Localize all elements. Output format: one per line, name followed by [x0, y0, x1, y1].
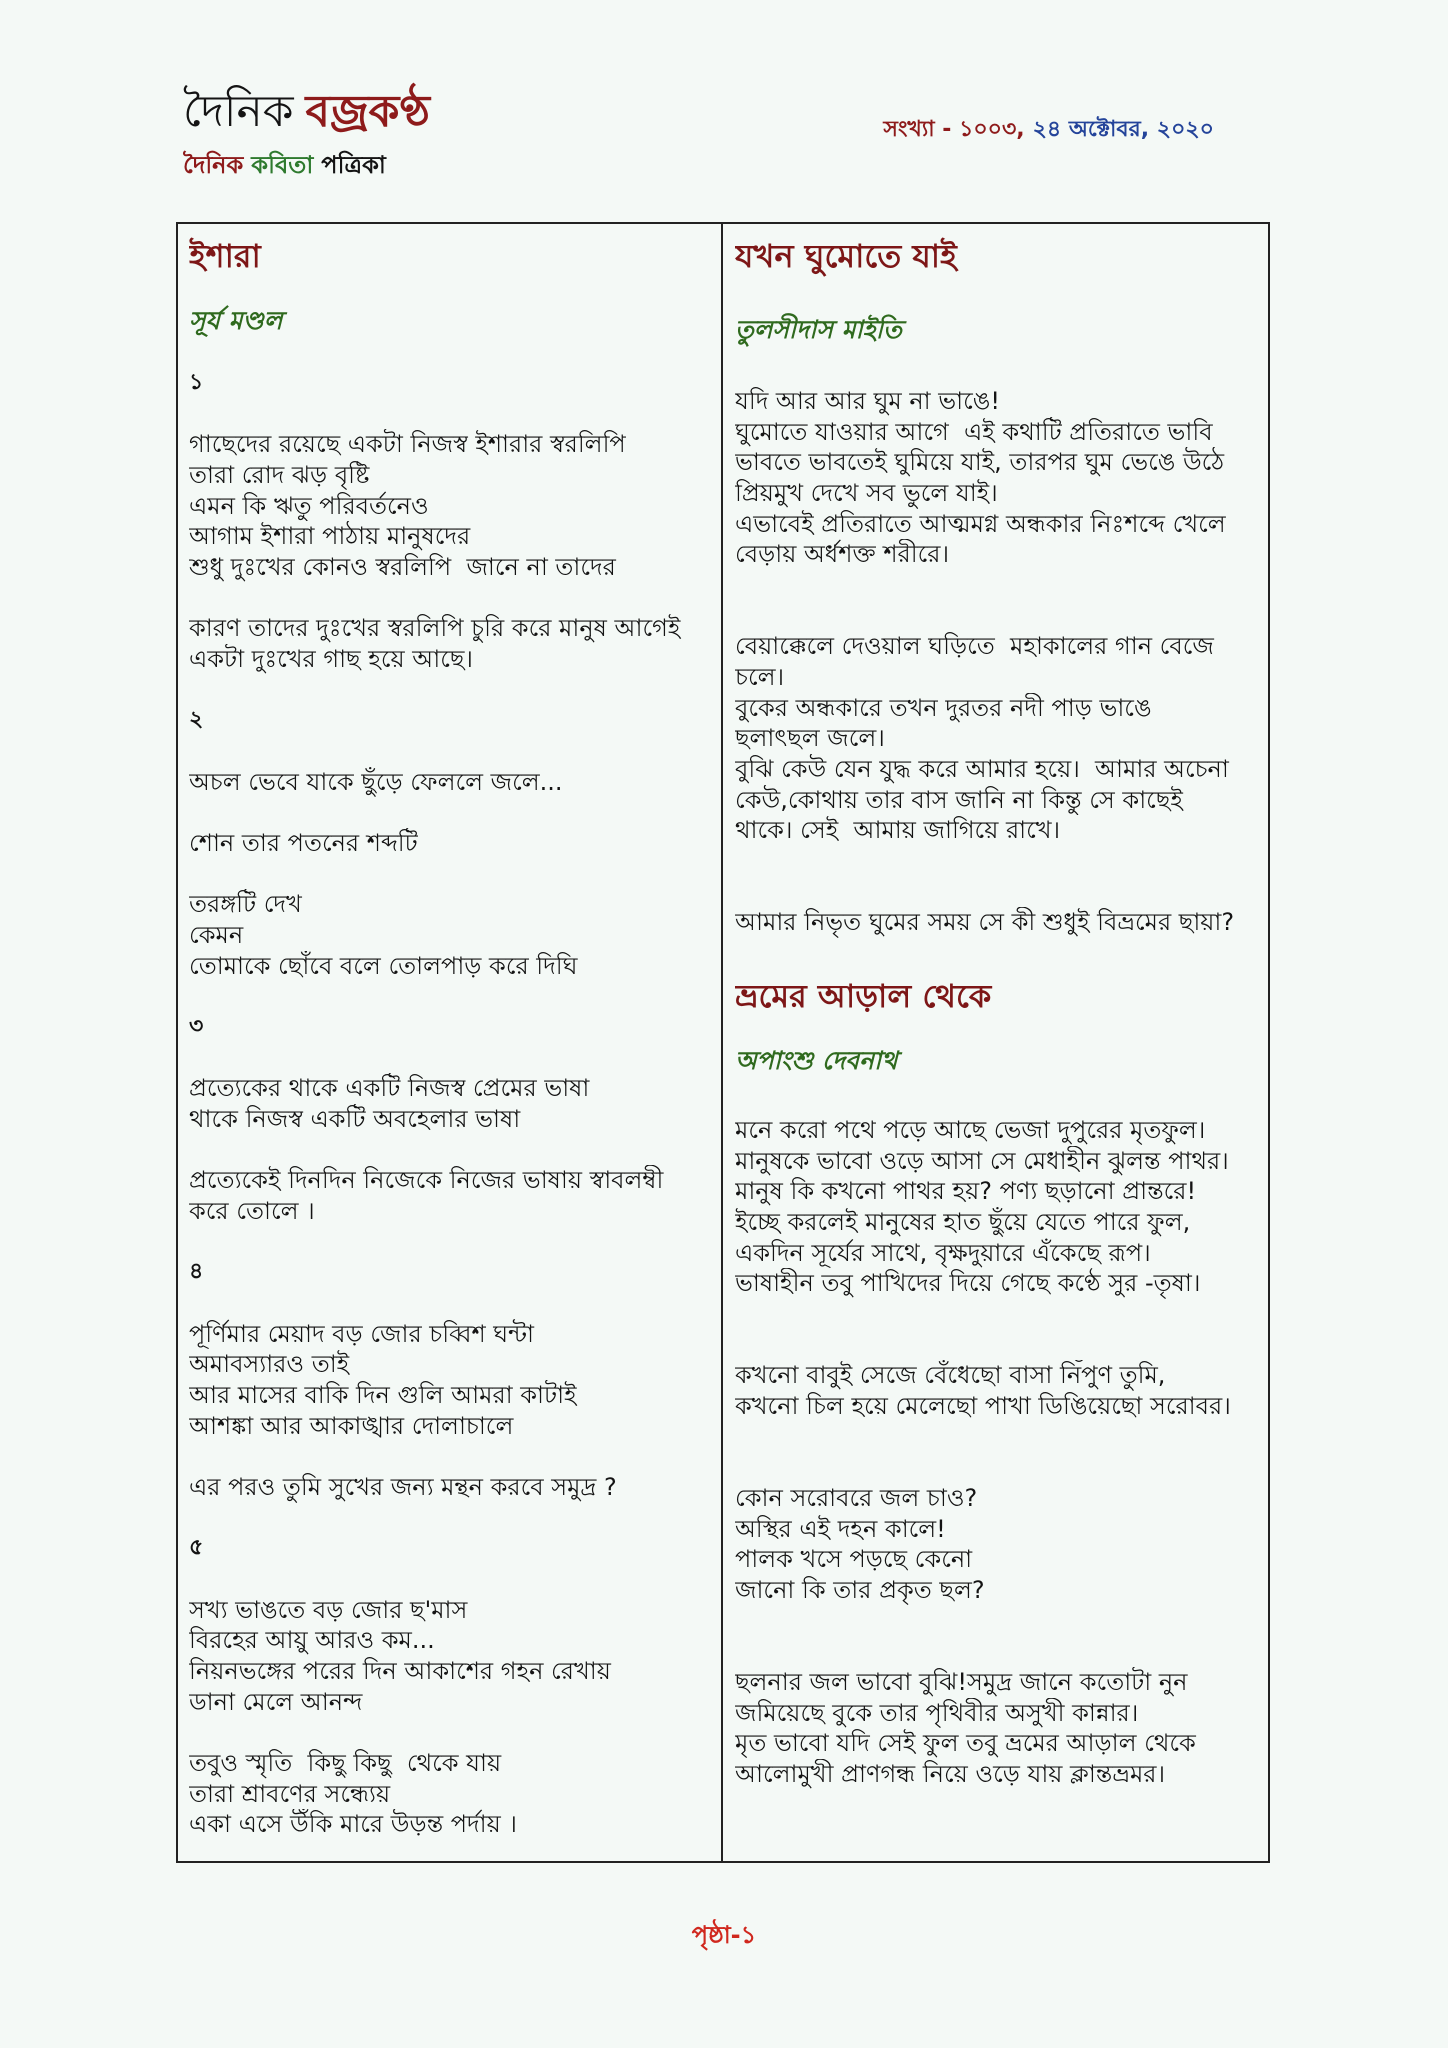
poem-line: অস্থির এই দহন কালে!	[735, 1514, 946, 1543]
poem-line: তারা রোদ ঝড় বৃষ্টি	[189, 461, 370, 489]
poem-line: নিয়নভঙ্গের পরের দিন আকাশের গহন রেখায়	[189, 1657, 611, 1685]
stanza	[189, 1595, 713, 1718]
poem-line: আগাম ইশারা পাঠায় মানুষদের	[189, 522, 471, 551]
poem-line: বেয়াক্কেলে দেওয়াল ঘড়িতে মহাকালের গান বেজে	[735, 632, 1214, 661]
poem-line: পূর্ণিমার মেয়াদ বড় জোর চব্বিশ ঘন্টা	[189, 1319, 534, 1348]
poem-author: তুলসীদাস মাইতি	[735, 315, 902, 344]
stanza	[189, 889, 713, 981]
poem-line: তারা শ্রাবণের সন্ধ্যেয়	[189, 1779, 391, 1808]
tagline-daily: দৈনিক	[183, 151, 244, 179]
poem-line: একটা দুঃখের গাছ হয়ে আছে।	[189, 645, 473, 674]
poem-line: একা এসে উঁকি মারে উড়ন্ত পর্দায় ।	[189, 1810, 517, 1839]
poem-line: কারণ তাদের দুঃখের স্বরলিপি চুরি করে মানুষ আগেই	[189, 614, 681, 643]
stanza	[189, 1165, 713, 1226]
poem-line: মানুষকে ভাবো ওড়ে আসা সে মেধাহীন ঝুলন্ত পাথর।	[735, 1146, 1229, 1175]
masthead-daily: দৈনিক	[183, 86, 294, 137]
poem-line: যদি আর আর ঘুম না ভাঙে!	[735, 387, 1000, 415]
poem-line: ভাষাহীন তবু পাখিদের দিয়ে গেছে কণ্ঠে সুর -তৃষা।	[735, 1269, 1201, 1298]
stanza	[189, 1319, 713, 1442]
stanza	[189, 613, 713, 674]
poem-line: কেউ,কোথায় তার বাস জানি না কিন্তু সে কাছেই	[735, 785, 1183, 814]
poem-line: আলোমুখী প্রাণগন্ধ নিয়ে ওড়ে যায় ক্লান্তভ্রমর।	[735, 1760, 1166, 1789]
poem-line: আশঙ্কা আর আকাঙ্খার দোলাচালে	[189, 1411, 514, 1440]
poem-line: প্রিয়মুখ দেখে সব ভুলে যাই।	[735, 479, 998, 508]
poem-line: জমিয়েছে বুকে তার পৃথিবীর অসুখী কান্নার।	[735, 1698, 1139, 1727]
left-column	[178, 224, 723, 1861]
poem-author: সূর্য মণ্ডল	[189, 306, 283, 335]
stanza	[735, 631, 1260, 846]
stanza	[189, 1472, 713, 1503]
poem-line: সখ্য ভাঙতে বড় জোর ছ'মাস	[189, 1595, 468, 1624]
section-number: ২	[189, 707, 204, 733]
poem-line: এমন কি ঋতু পরিবর্তনেও	[189, 491, 429, 520]
poem-line: ঘুমোতে যাওয়ার আগে এই কথাটি প্রতিরাতে ভাবি	[735, 417, 1213, 446]
poem	[735, 974, 1260, 1790]
masthead	[183, 84, 430, 140]
poem-line: ডানা মেলে আনন্দ	[189, 1687, 363, 1716]
poem-line: ইচ্ছে করলেই মানুষের হাত ছুঁয়ে যেতে পারে ফুল,	[735, 1208, 1191, 1237]
poem-line: ছলনার জল ভাবো বুঝি!সমুদ্র জানে কতোটা নুন	[735, 1668, 1188, 1697]
poem-author: অপাংশু দেবনাথ	[735, 1046, 898, 1076]
section-number: ৫	[189, 1535, 204, 1561]
stanza	[189, 429, 713, 582]
poems-table	[176, 222, 1270, 1863]
section-number: ৪	[189, 1259, 204, 1285]
poem-line: বুঝি কেউ যেন যুদ্ধ করে আমার হয়ে। আমার অচেনা	[735, 755, 1229, 784]
stanza	[189, 1748, 713, 1840]
tagline-poetry: কবিতা	[251, 151, 314, 179]
poem-line: বুকের অন্ধকারে তখন দুরতর নদী পাড় ভাঙে	[735, 693, 1152, 722]
poem-line: জানো কি তার প্রকৃত ছল?	[735, 1576, 985, 1605]
poem	[189, 234, 713, 1840]
poem-line: ছলাৎছল জলে।	[735, 724, 885, 753]
tagline-magazine: পত্রিকা	[321, 151, 386, 179]
poem-line: বেড়ায় অর্ধশক্ত শরীরে।	[735, 540, 950, 569]
poem-line: মৃত ভাবো যদি সেই ফুল তবু ভ্রমের আড়াল থেকে	[735, 1729, 1196, 1758]
poem-line: অমাবস্যারও তাই	[189, 1350, 350, 1379]
poem-line: থাকে। সেই আমায় জাগিয়ে রাখে।	[735, 816, 1061, 845]
stanza	[735, 1360, 1260, 1421]
stanza	[735, 1667, 1260, 1790]
poem-line: প্রত্যেকেই দিনদিন নিজেকে নিজের ভাষায় স্বাবলম্বী	[189, 1166, 664, 1195]
poem-line: একদিন সূর্যের সাথে, বৃক্ষদুয়ারে এঁকেছে রূপ।	[735, 1238, 1151, 1267]
poem-line: তোমাকে ছোঁবে বলে তোলপাড় করে দিঘি	[189, 951, 578, 980]
poem-line: তবুও স্মৃতি কিছু কিছু থেকে যায়	[189, 1749, 502, 1777]
poem-line: করে তোলে ।	[189, 1197, 315, 1225]
page-number: পৃষ্ঠা-১	[691, 1921, 757, 1949]
stanza	[735, 907, 1260, 938]
poem-line: গাছেদের রয়েছে একটা নিজস্ব ইশারার স্বরলিপি	[189, 430, 626, 459]
right-column	[723, 224, 1268, 1861]
poem-line: মানুষ কি কখনো পাথর হয়? পণ্য ছড়ানো প্রান্তরে!	[735, 1177, 1197, 1206]
poem-title: ইশারা	[189, 237, 261, 275]
poem-line: এর পরও তুমি সুখের জন্য মন্থন করবে সমুদ্র ?	[189, 1473, 617, 1501]
stanza	[189, 767, 713, 798]
poem-line: কখনো বাবুই সেজে বেঁধেছো বাসা নিঁপুণ তুমি,	[735, 1361, 1166, 1390]
poem-line: ভাবতে ভাবতেই ঘুমিয়ে যাই, তারপর ঘুম ভেঙে উঠে	[735, 448, 1225, 477]
issue-info	[883, 114, 1214, 146]
poem-line: তরঙ্গটি দেখ	[189, 890, 302, 919]
stanza	[735, 1483, 1260, 1606]
poem-line: পালক খসে পড়ছে কেনো	[735, 1545, 973, 1574]
section-number: ৩	[189, 1014, 204, 1039]
poem	[735, 234, 1260, 938]
poem-line: বিরহের আয়ু আরও কম...	[189, 1626, 435, 1655]
poem-line: আমার নিভৃত ঘুমের সময় সে কী শুধুই বিভ্রমের ছায়া?	[735, 908, 1235, 937]
issue-date: ২৪ অক্টোবর, ২০২০	[1032, 117, 1214, 142]
poem-line: এভাবেই প্রতিরাতে আত্মমগ্ন অন্ধকার নিঃশব্দে খেলে	[735, 509, 1226, 538]
poem-line: কোন সরোবরে জল চাও?	[735, 1484, 978, 1513]
poem-line: অচল ভেবে যাকে ছুঁড়ে ফেললে জলে...	[189, 767, 563, 796]
poem-line: প্রত্যেকের থাকে একটি নিজস্ব প্রেমের ভাষা	[189, 1074, 590, 1103]
stanza	[735, 1115, 1260, 1299]
stanza	[189, 1073, 713, 1134]
tagline	[183, 149, 386, 181]
poem-line: কখনো চিল হয়ে মেলেছো পাখা ডিঙিয়েছো সরোবর।	[735, 1392, 1231, 1421]
poem-line: শোন তার পতনের শব্দটি	[189, 829, 418, 857]
issue-number: সংখ্যা - ১০০৩,	[883, 117, 1025, 142]
poem-line: মনে করো পথে পড়ে আছে ভেজা দুপুরের মৃতফুল।	[735, 1116, 1206, 1145]
poem-line: আর মাসের বাকি দিন গুলি আমরা কাটাই	[189, 1381, 577, 1409]
poem-line: চলে।	[735, 663, 785, 692]
poem-title: ভ্রমের আড়াল থেকে	[735, 977, 992, 1016]
stanza	[735, 386, 1260, 570]
poem-line: থাকে নিজস্ব একটি অবহেলার ভাষা	[189, 1105, 521, 1133]
poem-title: যখন ঘুমোতে যাই	[735, 237, 957, 275]
section-number: ১	[189, 370, 204, 395]
poem-line: শুধু দুঃখের কোনও স্বরলিপি জানে না তাদের	[189, 553, 616, 582]
masthead-name: বজ্রকণ্ঠ	[305, 86, 430, 137]
poem-line: কেমন	[189, 921, 244, 949]
stanza	[189, 828, 713, 859]
